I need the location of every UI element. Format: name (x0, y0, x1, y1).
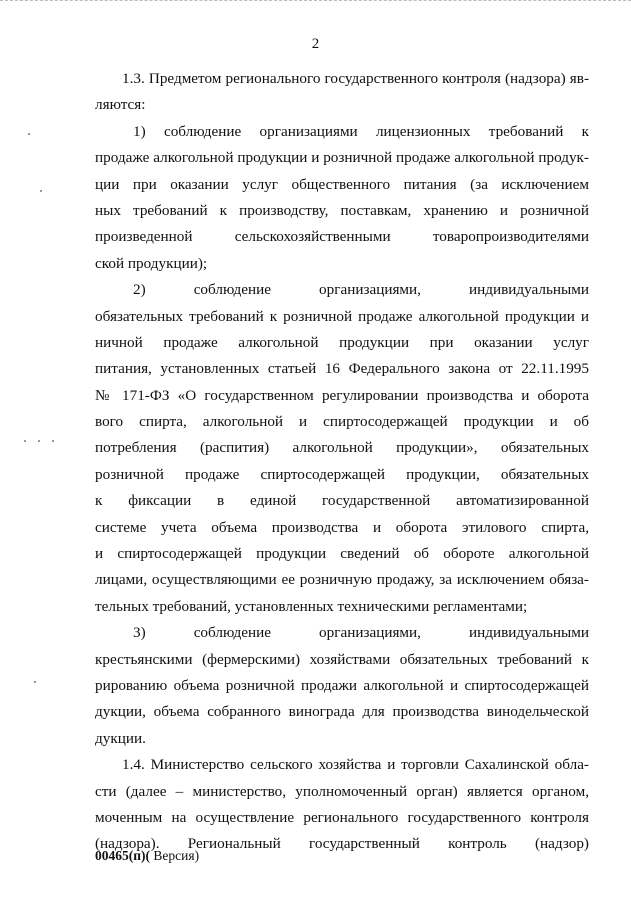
text-line: крестьянскими (фермерскими) хозяйствами обязательных требований к (95, 650, 589, 668)
text-line: потребления (распития) алкогольной продукции», обязательных (95, 439, 589, 457)
text-line: питания, установленных статьей 16 Федерального закона от 22.11.1995 (95, 360, 589, 378)
text-line: тельных требований, установленных техническими регламентами; (95, 597, 528, 615)
text-line: (надзора). Региональный государственный контроль (надзор) (95, 835, 589, 853)
document-code: 00465(п)( (95, 848, 151, 863)
text-line: 1.3. Предметом регионального государственного контроля (надзора) яв- (122, 70, 589, 87)
text-line: ции при оказании услуг общественного питания (за исключением (95, 175, 589, 193)
text-line: 1) соблюдение организациями лицензионных требований к (133, 122, 589, 140)
document-body (95, 66, 589, 858)
text-line: розничной продаже спиртосодержащей продукции, обязательных (95, 465, 589, 483)
scan-speck (38, 440, 40, 442)
text-line: вого спирта, алкогольной и спиртосодержащей продукции и об (95, 413, 589, 431)
text-line: 2) соблюдение организациями, индивидуальными (133, 281, 589, 299)
scan-speck (28, 133, 30, 135)
text-line: лицами, осуществляющими ее розничную продажу, за исключением обяза- (95, 571, 589, 589)
text-line: 1.4. Министерство сельского хозяйства и торговли Сахалинской обла- (122, 756, 589, 774)
text-line: ничной продаже алкогольной продукции при оказании услуг (95, 333, 589, 351)
scan-speck (52, 440, 54, 442)
version-label: Версия) (150, 848, 200, 863)
scan-speck (24, 440, 26, 442)
page-number: 2 (311, 36, 320, 52)
text-line: ных требований к производству, поставкам, хранению и розничной (95, 201, 589, 219)
text-line: ской продукции); (95, 254, 208, 272)
text-line: сти (далее – министерство, уполномоченный орган) является органом, (95, 782, 589, 800)
text-line: дукции. (95, 729, 146, 747)
text-line: моченным на осуществление регионального государственного контроля (95, 808, 589, 826)
text-line: обязательных требований к розничной продаже алкогольной продукции и (95, 307, 589, 325)
text-line: дукции, объема собранного винограда для производства винодельческой (95, 703, 589, 721)
text-line: произведенной сельскохозяйственными товаропроизводителями (95, 228, 589, 246)
scan-speck (40, 190, 42, 192)
text-line: № 171-ФЗ «О государственном регулировании производства и оборота (95, 386, 589, 404)
text-line: и спиртосодержащей продукции сведений об обороте алкогольной (95, 545, 589, 563)
document-footer (95, 848, 199, 864)
text-line: системе учета объема производства и оборота этилового спирта, (95, 518, 589, 536)
text-line: 3) соблюдение организациями, индивидуальными (133, 624, 589, 642)
text-line: рированию объема розничной продажи алкогольной и спиртосодержащей (95, 676, 589, 694)
text-line: к фиксации в единой государственной автоматизированной (95, 492, 589, 510)
text-line: продаже алкогольной продукции и розничной продаже алкогольной продук- (95, 149, 589, 167)
scan-speck (34, 681, 36, 683)
text-line: ляются: (95, 96, 146, 114)
scan-top-edge (0, 0, 631, 1)
